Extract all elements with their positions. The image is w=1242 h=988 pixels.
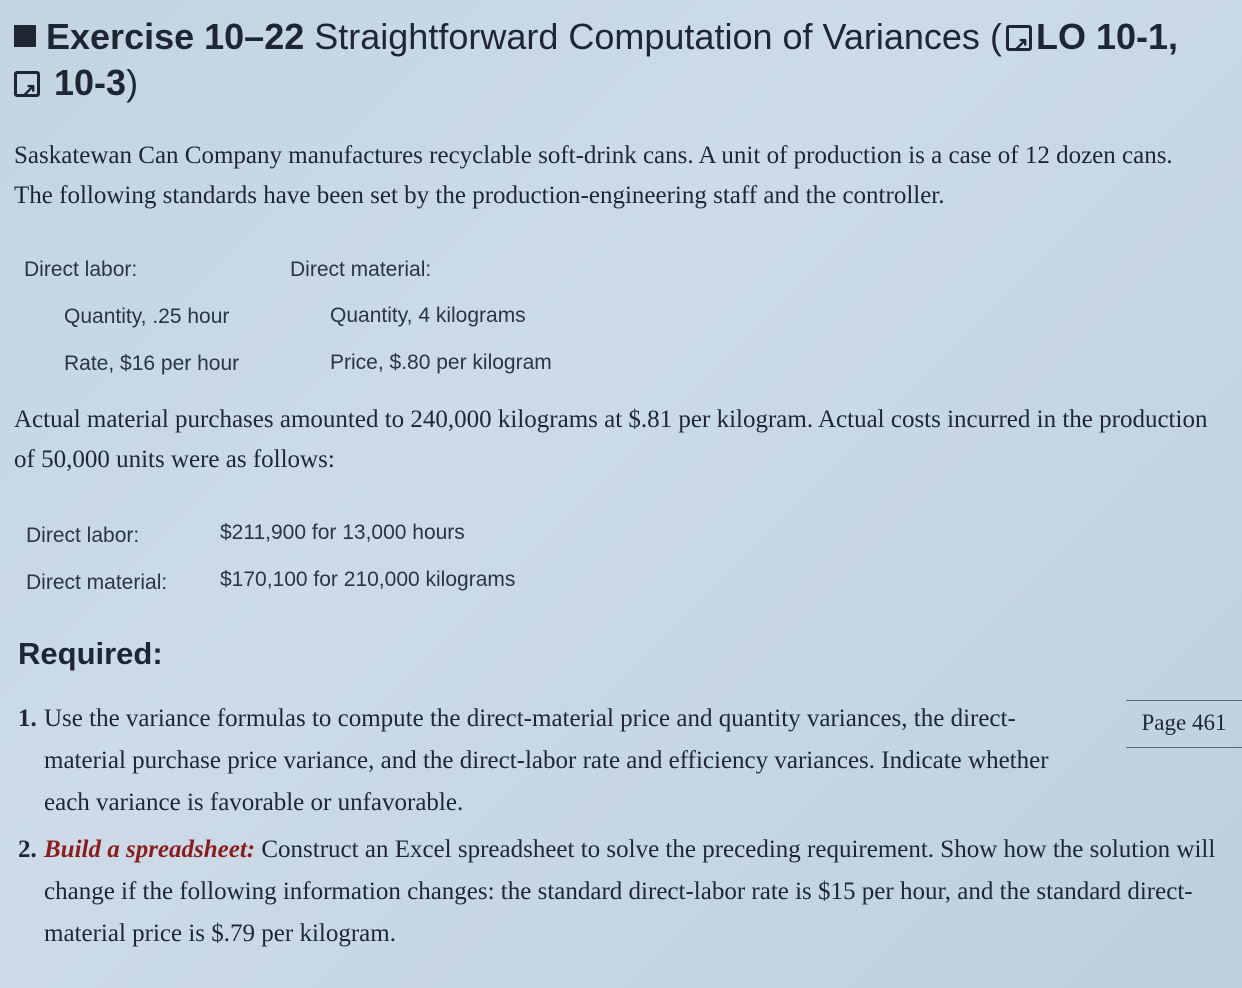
material-quantity-standard: Quantity, 4 kilograms [330, 304, 526, 327]
lo-close-paren: ) [126, 62, 139, 103]
requirement-2-number: 2. [18, 836, 37, 863]
requirement-2-body: Construct an Excel spreadsheet to solve the preceding requirement. Show how the solution will change if the following information changes: the standard direct-labor rate is $15 per hour, and the standard direct-material price is $.79 per kilogram. [44, 836, 1216, 947]
exercise-title: Straightforward Computation of Variances [314, 16, 980, 57]
lo-link-1[interactable]: LO 10-1, [1035, 16, 1179, 57]
actual-labor-value: $211,900 for 13,000 hours [220, 521, 465, 544]
external-link-icon[interactable] [14, 71, 40, 97]
required-heading: Required: [18, 636, 163, 671]
bullet-square-icon [14, 25, 36, 47]
exercise-heading [14, 14, 1178, 60]
requirement-2-text [44, 829, 1219, 955]
exercise-heading-line2 [14, 60, 138, 106]
actual-material-label: Direct material: [26, 571, 168, 594]
material-price-standard: Price, $.80 per kilogram [330, 351, 552, 374]
material-standards-heading: Direct material: [290, 258, 432, 281]
requirement-1-number: 1. [18, 705, 37, 732]
labor-quantity-standard: Quantity, .25 hour [64, 305, 230, 328]
build-spreadsheet-label: Build a spreadsheet: [44, 836, 256, 863]
lo-link-2[interactable]: 10-3 [54, 62, 127, 103]
external-link-icon[interactable] [1006, 25, 1032, 51]
labor-rate-standard: Rate, $16 per hour [64, 352, 240, 375]
labor-standards-heading: Direct labor: [24, 258, 138, 281]
actual-material-value: $170,100 for 210,000 kilograms [220, 568, 516, 591]
intro-paragraph: Saskatewan Can Company manufactures recyclable soft-drink cans. A unit of production is a case of 12 dozen cans. The following standards have been set by the production-engineering staff and the controller. [14, 142, 1173, 209]
page-reference: Page 461 [1126, 700, 1242, 748]
exercise-number: Exercise 10–22 [46, 16, 305, 57]
lo-open-paren: ( [989, 16, 1002, 57]
actual-labor-label: Direct labor: [26, 524, 140, 547]
requirement-1-text: Use the variance formulas to compute the direct-material price and quantity variances, the direct-material purchase price variance, and the direct-labor rate and efficiency variances. Indicate whether each variance is favorable or unfavorable. [44, 705, 1049, 816]
actual-costs-paragraph: Actual material purchases amounted to 240,000 kilograms at $.81 per kilogram. Actual costs incurred in the production of 50,000 units were as follows: [14, 406, 1208, 473]
